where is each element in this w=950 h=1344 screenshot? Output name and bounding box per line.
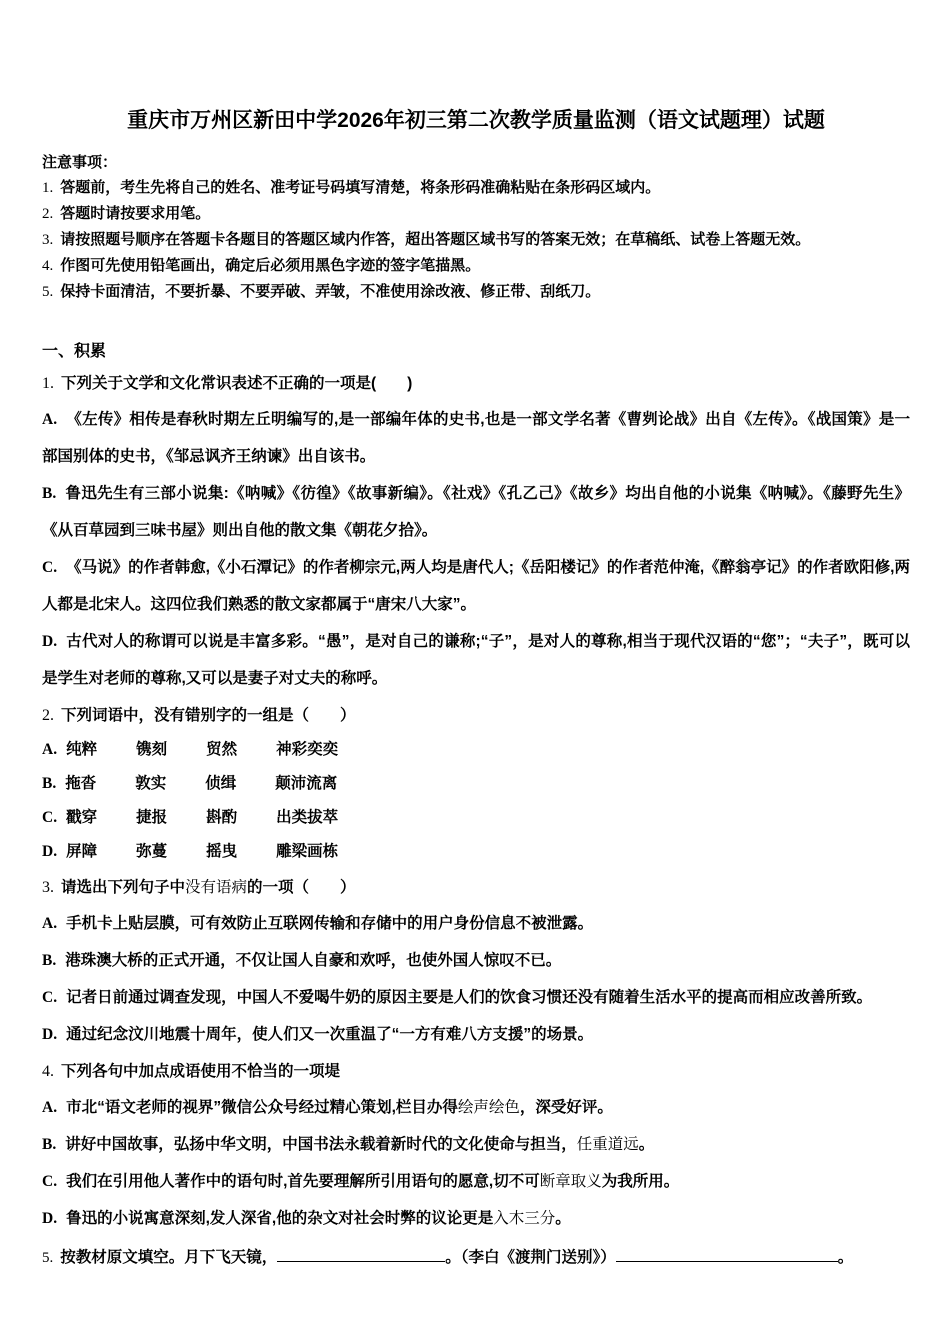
question-4-number: 4. [42, 1063, 54, 1080]
question-3-option-c [42, 979, 910, 1016]
question-1-number: 1. [42, 375, 54, 392]
notice-item [42, 201, 910, 227]
option-idiom: 任重道远 [576, 1136, 639, 1153]
word: 贸然 [206, 741, 238, 758]
word: 捷报 [136, 809, 168, 826]
option-text-post: ，深受好评。 [519, 1099, 613, 1116]
option-text-pre: 我们在引用他人著作中的语句时,首先要理解所引用语句的愿意,切不可 [66, 1173, 540, 1190]
notice-item-number: 2. [42, 206, 54, 222]
option-text: 记者日前通过调查发现，中国人不爱喝牛奶的原因主要是人们的饮食习惯还没有随着生活水平的提高而相应改善所致。 [66, 989, 873, 1006]
notice-item-number: 5. [42, 284, 54, 300]
option-text: 《马说》的作者韩愈,《小石潭记》的作者柳宗元,两人均是唐代人;《岳阳楼记》的作者范仲淹,《醉翁亭记》的作者欧阳修,两人都是北宋人。这四位我们熟悉的散文家都属于“唐宋八大家”。 [42, 559, 910, 613]
section-heading: 一、积累 [42, 343, 107, 360]
question-5-text-mid: 。（李白《渡荆门送别》） [445, 1249, 616, 1266]
question-4-text: 下列各句中加点成语使用不恰当的一项堤 [61, 1063, 341, 1080]
option-text-pre: 鲁迅的小说寓意深刻,发人深省,他的杂文对社会时弊的议论更是 [66, 1210, 494, 1227]
option-letter: A. [42, 1099, 58, 1116]
word: 颠沛流离 [275, 775, 338, 792]
question-4-option-a [42, 1089, 910, 1126]
option-text: 通过纪念汶川地震十周年，使人们又一次重温了“一方有难八方支援”的场景。 [66, 1026, 594, 1043]
question-3 [42, 871, 910, 1053]
word: 戳穿 [66, 809, 98, 826]
option-text-post: 。 [555, 1210, 571, 1227]
question-1-option-b [42, 475, 910, 549]
question-1-title [42, 367, 910, 401]
option-letter: D. [42, 1210, 58, 1227]
word: 雕梁画栋 [276, 843, 339, 860]
question-3-title [42, 871, 910, 905]
question-5-text-pre: 按教材原文填空。月下飞天镜， [60, 1249, 278, 1266]
question-1 [42, 367, 910, 697]
question-5 [42, 1239, 910, 1277]
question-4-option-b [42, 1126, 910, 1163]
question-2-text: 下列词语中，没有错别字的一组是（ ） [61, 707, 356, 724]
question-4-title [42, 1055, 910, 1089]
word: 侦缉 [205, 775, 237, 792]
option-idiom: 入木三分 [493, 1210, 556, 1227]
word: 纯粹 [66, 741, 98, 758]
option-text-pre: 市北“语文老师的视界”微信公众号经过精心策划,栏目办得 [66, 1099, 458, 1116]
option-letter: D. [42, 843, 58, 860]
question-3-option-d [42, 1016, 910, 1053]
option-idiom: 断章取义 [539, 1173, 602, 1190]
question-5-text-end: 。 [837, 1249, 854, 1266]
word: 弥蔓 [136, 843, 168, 860]
notice-item [42, 175, 910, 201]
option-letter: A. [42, 741, 58, 758]
word: 摇曳 [206, 843, 238, 860]
option-letter: B. [42, 1136, 57, 1153]
option-text: 港珠澳大桥的正式开通，不仅让国人自豪和欢呼，也使外国人惊叹不已。 [65, 952, 562, 969]
notice-item-text: 保持卡面清洁，不要折暴、不要弄破、弄皱，不准使用涂改液、修正带、刮纸刀。 [60, 283, 601, 300]
option-letter: C. [42, 809, 58, 826]
question-3-text-post: 的一项（ ） [247, 879, 356, 896]
question-1-option-d [42, 623, 910, 697]
option-letter: C. [42, 559, 58, 576]
question-1-option-a [42, 401, 910, 475]
word: 斟酌 [206, 809, 238, 826]
word: 屏障 [66, 843, 98, 860]
question-3-option-a [42, 905, 910, 942]
option-letter: B. [42, 485, 57, 502]
question-4-option-c [42, 1163, 910, 1200]
question-4-option-d [42, 1200, 910, 1237]
word: 神彩奕奕 [276, 741, 339, 758]
option-letter: A. [42, 915, 58, 932]
option-text: 古代对人的称谓可以说是丰富多彩。“愚”，是对自己的谦称;“子”，是对人的尊称,相当于现代汉语的“您”；“夫子”，既可以是学生对老师的尊称,又可以是妻子对丈夫的称呼。 [42, 633, 910, 687]
question-2-row-a [42, 733, 910, 767]
question-1-text: 下列关于文学和文化常识表述不正确的一项是( ) [61, 375, 413, 392]
fill-in-blank-2 [616, 1246, 838, 1262]
option-letter: C. [42, 1173, 58, 1190]
option-text-post: 。 [638, 1136, 655, 1153]
option-letter: A. [42, 411, 58, 428]
question-4 [42, 1055, 910, 1237]
word: 拖沓 [65, 775, 97, 792]
fill-in-blank-1 [277, 1246, 445, 1262]
notice-item [42, 279, 910, 305]
question-2-row-d [42, 835, 910, 869]
word: 敦实 [135, 775, 167, 792]
option-text-pre: 讲好中国故事，弘扬中华文明，中国书法永载着新时代的文化使命与担当， [65, 1136, 577, 1153]
question-2 [42, 699, 910, 869]
option-text: 鲁迅先生有三部小说集:《呐喊》《彷徨》《故事新编》。《社戏》《孔乙己》《故乡》均出自他的小说集《呐喊》。《藤野先生》《从百草园到三味书屋》则出自他的散文集《朝花夕拾》。 [42, 485, 910, 539]
option-letter: B. [42, 775, 57, 792]
question-3-number: 3. [42, 879, 54, 896]
notice-item-number: 1. [42, 180, 54, 196]
question-5-number: 5. [42, 1250, 54, 1266]
word: 镌刻 [136, 741, 168, 758]
notice-item-text: 答题前，考生先将自己的姓名、准考证号码填写清楚，将条形码准确粘贴在条形码区域内。 [60, 179, 661, 196]
question-3-emphasis: 没有语病 [185, 879, 248, 896]
notice-section [42, 150, 910, 305]
question-2-row-b [42, 767, 910, 801]
notice-item-text: 作图可先使用铅笔画出，确定后必须用黑色字迹的签字笔描黑。 [60, 257, 481, 274]
notice-item [42, 227, 910, 253]
option-text-post: 为我所用。 [601, 1173, 680, 1190]
option-idiom: 绘声绘色 [457, 1099, 520, 1116]
notice-item [42, 253, 910, 279]
notice-heading: 注意事项： [42, 154, 118, 171]
notice-item-number: 4. [42, 258, 54, 274]
question-1-option-c [42, 549, 910, 623]
question-3-option-b [42, 942, 910, 979]
word: 出类拔萃 [276, 809, 339, 826]
notice-item-number: 3. [42, 232, 54, 248]
option-letter: B. [42, 952, 57, 969]
notice-item-text: 答题时请按要求用笔。 [60, 205, 211, 222]
question-2-title [42, 699, 910, 733]
notice-item-text: 请按照题号顺序在答题卡各题目的答题区域内作答，超出答题区域书写的答案无效；在草稿纸、试卷上答题无效。 [60, 231, 811, 248]
option-letter: C. [42, 989, 58, 1006]
option-letter: D. [42, 1026, 58, 1043]
question-3-text-pre: 请选出下列句子中 [61, 879, 186, 896]
question-2-number: 2. [42, 707, 54, 724]
option-text: 手机卡上贴层膜，可有效防止互联网传输和存储中的用户身份信息不被泄露。 [66, 915, 594, 932]
question-2-row-c [42, 801, 910, 835]
option-letter: D. [42, 633, 58, 650]
option-text: 《左传》相传是春秋时期左丘明编写的,是一部编年体的史书,也是一部文学名著《曹刿论战》出自《左传》。《战国策》是一部国别体的史书，《邹忌讽齐王纳谏》出自该书。 [42, 411, 910, 465]
page-title: 重庆市万州区新田中学2026年初三第二次教学质量监测（语文试题理）试题 [127, 109, 825, 132]
